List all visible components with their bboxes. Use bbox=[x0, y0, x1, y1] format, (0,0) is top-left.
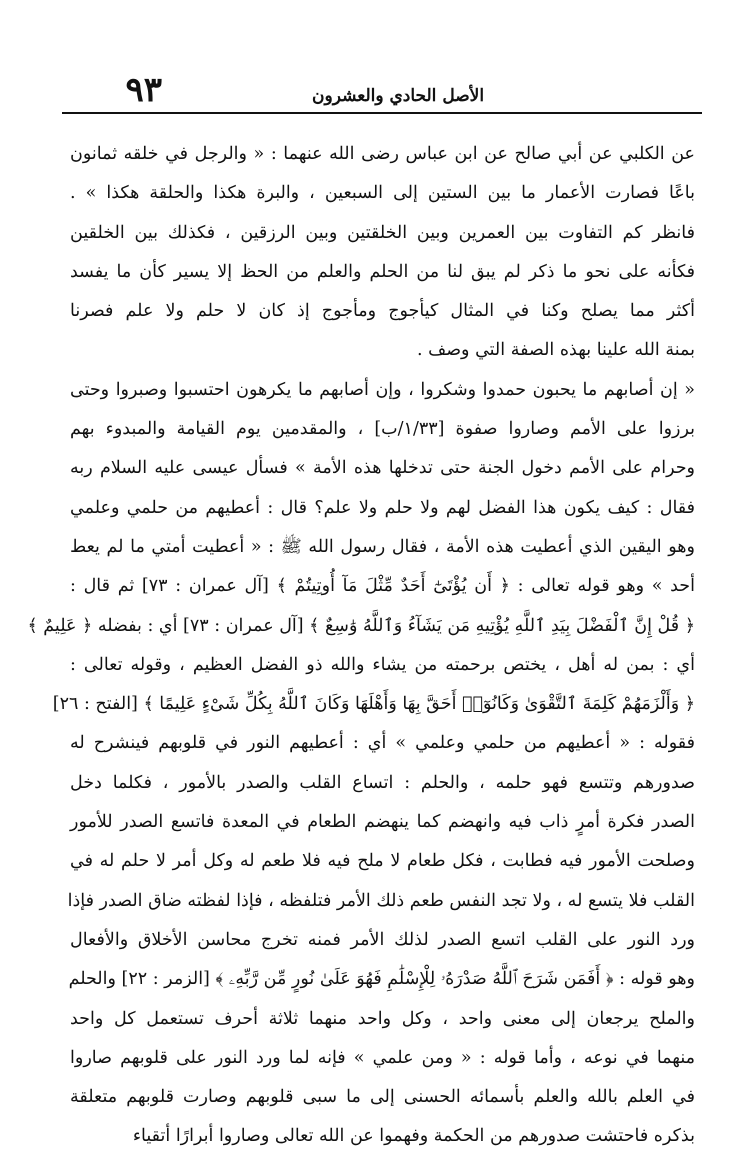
text-line: أحد » وهو قوله تعالى : ﴿ أَن يُؤْتَىٰٓ أَحَدٌ مِّثْلَ مَآ أُوتِيتُمْ ﴾ [آل عمران : ٧٣] ثم قال : bbox=[70, 576, 695, 597]
text-line: الصدر فكرة أمرٍ ذاب فيه وانهضم كما ينهضم الطعام في المعدة فاتسع الصدر للأمور bbox=[70, 812, 695, 833]
text-line: في العلم بالله والعلم بأسمائه الحسنى إلى ما سبى قلوبهم وصارت قلوبهم متعلقة bbox=[70, 1087, 695, 1108]
text-line: « إن أصابهم ما يحبون حمدوا وشكروا ، وإن أصابهم ما يكرهون احتسبوا وصبروا وحتى bbox=[70, 379, 695, 400]
text-line: أي : بمن له أهل ، يختص برحمته من يشاء والله ذو الفضل العظيم ، وقوله تعالى : bbox=[70, 654, 695, 675]
running-title: الأصل الحادي والعشرون bbox=[312, 86, 485, 106]
text-line: وحرام على الأمم دخول الجنة حتى تدخلها هذه الأمة » فسأل عيسى عليه السلام ربه bbox=[70, 458, 695, 479]
text-line: ﴿ وَأَلْزَمَهُمْ كَلِمَةَ ٱلتَّقْوَىٰ وَكَانُوٓا۟ أَحَقَّ بِهَا وَأَهْلَهَا وَكَانَ ٱللَّهُ بِكُلِّ شَىْءٍ عَلِيمًا ﴾ [الفتح : ٢٦] bbox=[52, 694, 695, 715]
page-number: ٩٣ bbox=[125, 70, 162, 110]
text-line: وصلحت الأمور فيه فطابت ، فكل طعام لا ملح فيه فلا طعم له وكل أمر لا حلم له في bbox=[70, 851, 695, 872]
text-line: ورد النور على القلب اتسع الصدر لذلك الأمر فمنه تخرج محاسن الأخلاق والأفعال bbox=[70, 929, 695, 950]
text-line: بذكره فاحتشت صدورهم من الحكمة وفهموا عن الله تعالى وصاروا أبرارًا أتقياء bbox=[132, 1126, 695, 1147]
text-line: فانظر كم التفاوت بين العمرين وبين الخلقتين وبين الرزقين ، فكذلك بين الخلقين bbox=[70, 222, 695, 243]
text-line: وهو اليقين الذي أعطيت هذه الأمة ، فقال رسول الله ﷺ : « أعطيت أمتي ما لم يعط bbox=[70, 536, 695, 557]
text-line: فقال : كيف يكون هذا الفضل لهم ولا حلم ولا علم؟ قال : أعطيهم من حلمي وعلمي bbox=[70, 497, 695, 518]
text-line: والملح يرجعان إلى معنى واحد ، وكل واحد منهما ثلاثة أحرف تستعمل كل واحد bbox=[70, 1008, 695, 1029]
text-line: القلب فلا يتسع له ، ولا تجد النفس طعم ذلك الأمر فتلفظه ، فإذا لفظته ضاق الصدر فإذا bbox=[67, 890, 695, 911]
text-line: بمنة الله علينا بهذه الصفة التي وصف . bbox=[416, 340, 695, 361]
text-line: فكأنه على نحو ما ذكر لم يبق لنا من الحلم والعلم من الحظ إلا يسير كأن ما يفسد bbox=[70, 261, 695, 282]
text-line: فقوله : « أعطيهم من حلمي وعلمي » أي : أعطيهم النور في قلوبهم فينشرح له bbox=[70, 733, 695, 754]
body-text bbox=[27, 135, 696, 1157]
text-line: منهما في نوعه ، وأما قوله : « ومن علمي » فإنه لما ورد النور على قلوبهم صاروا bbox=[70, 1047, 695, 1068]
text-line: أكثر مما يصلح وكنا في المثال كيأجوج ومأجوج إذ كان لا حلم ولا علم فصرنا bbox=[70, 301, 695, 322]
text-line: صدورهم وتتسع فهو حلمه ، والحلم : اتساع القلب والصدر بالأمور ، فكلما دخل bbox=[70, 772, 695, 793]
text-line: ﴿ قُلْ إِنَّ ٱلْفَضْلَ بِيَدِ ٱللَّهِ يُؤْتِيهِ مَن يَشَآءُ وَٱللَّهُ وَٰسِعٌ ﴾ [آل عمران : ٧٣] أي : بفضله ﴿ عَلِيمٌ ﴾ bbox=[27, 615, 695, 636]
page-header bbox=[62, 70, 702, 112]
text-line: وهو قوله : ﴿ أَفَمَن شَرَحَ ٱللَّهُ صَدْرَهُۥ لِلْإِسْلَٰمِ فَهُوَ عَلَىٰ نُورٍ مِّن رَّبِّهِۦ ﴾ [الزمر : ٢٢] والحلم bbox=[68, 969, 695, 990]
text-line: باعًا فصارت الأعمار ما بين الستين إلى السبعين ، والبرة هكذا والحلقة هكذا » . bbox=[70, 183, 695, 204]
text-line: برزوا على الأمم وصاروا صفوة [١/٣٣/ب] ، والمقدمين يوم القيامة والمبدوء بهم bbox=[70, 419, 696, 440]
text-line: عن الكلبي عن أبي صالح عن ابن عباس رضى الله عنهما : « والرجل في خلقه ثمانون bbox=[70, 144, 695, 164]
header-rule bbox=[62, 112, 702, 114]
